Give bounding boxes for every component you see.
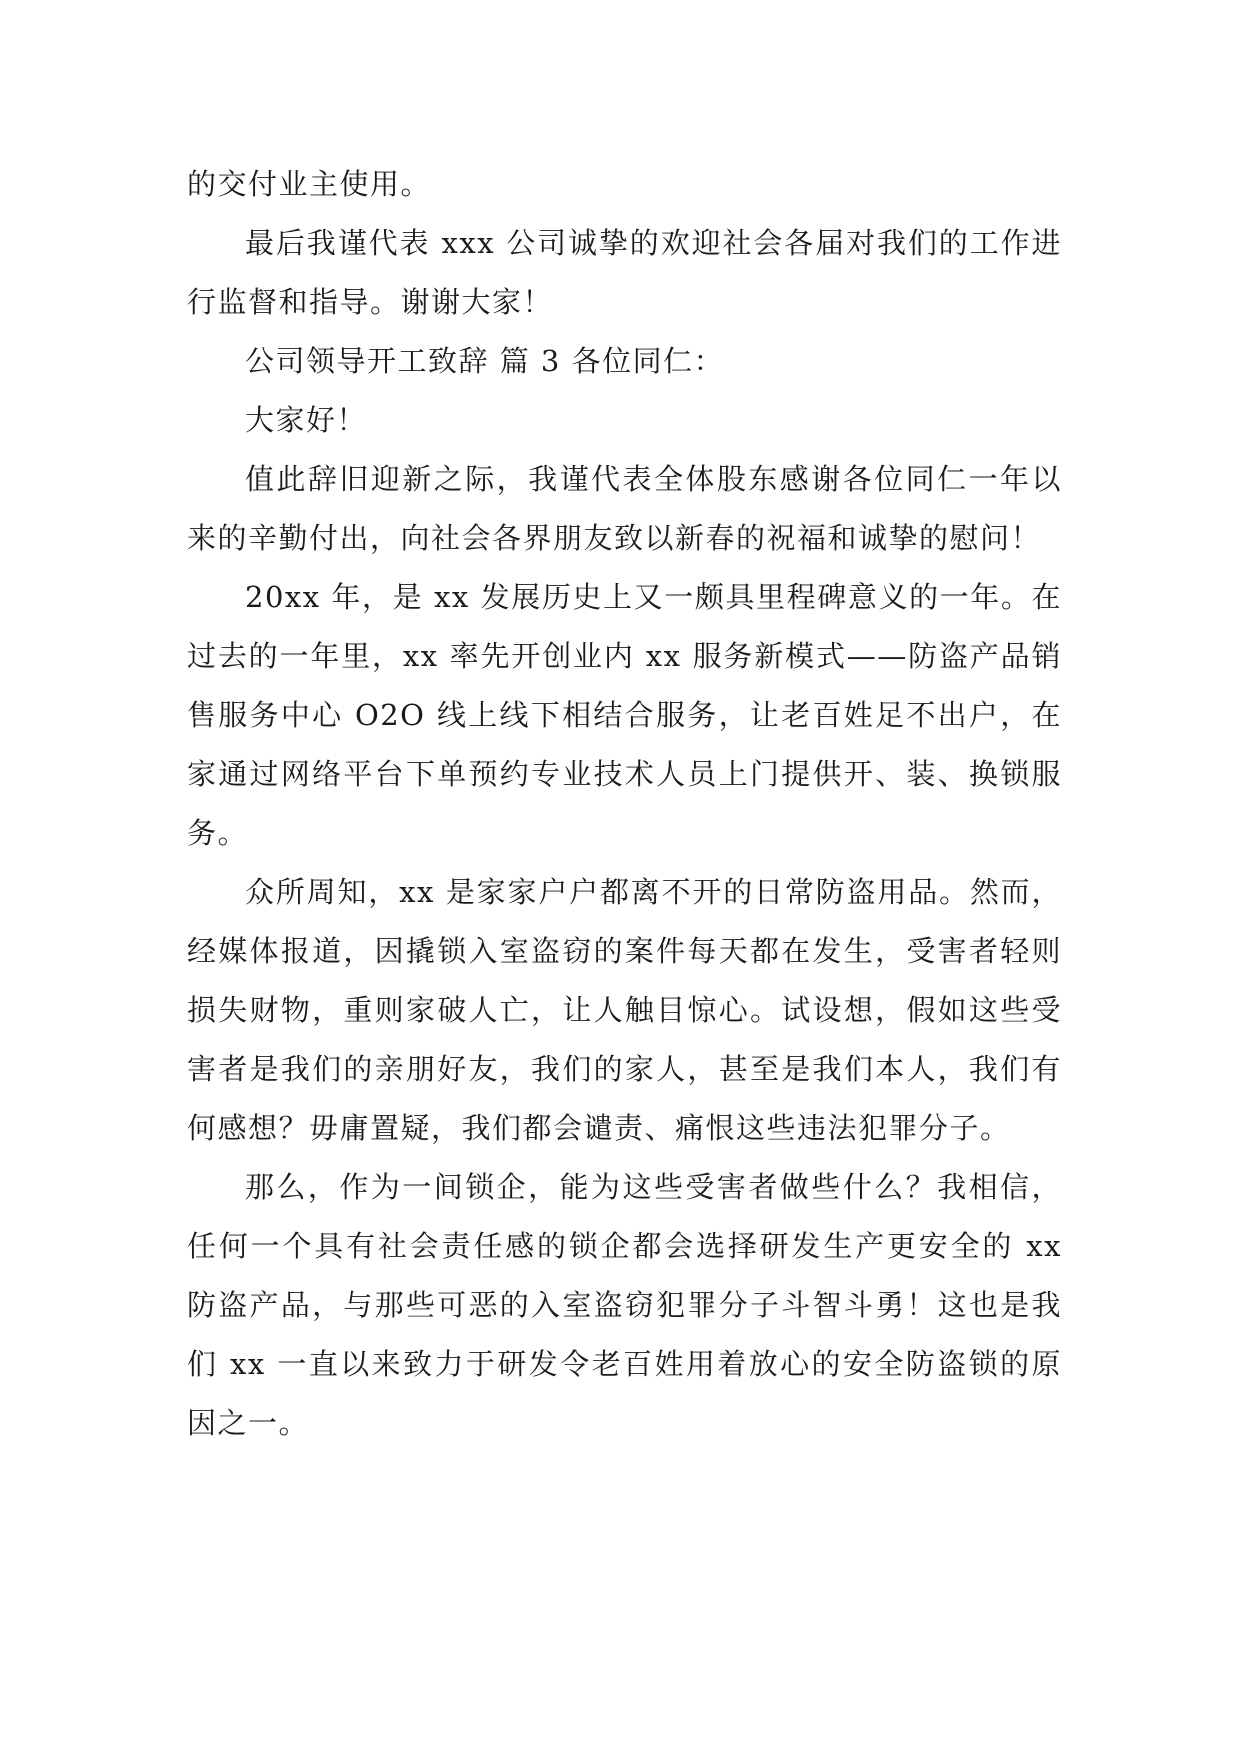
paragraph-greeting: 大家好！ [245, 403, 368, 437]
paragraph-burglary-concern: 众所周知，xx 是家家户户都离不开的日常防盗用品。然而，经媒体报道，因撬锁入室盗窃的案件每天都在发生，受害者轻则损失财物，重则家破人亡，让人触目惊心。试设想，假如这些受害者是我们的亲朋好友，我们的家人，甚至是我们本人，我们有何感想？毋庸置疑，我们都会谴责、痛恨这些违法犯罪分子。 [187, 875, 1062, 1145]
section-heading: 公司领导开工致辞 篇 3 各位同仁： [245, 344, 725, 378]
paragraph-milestone-year: 20xx 年，是 xx 发展历史上又一颇具里程碑意义的一年。在过去的一年里，xx 率先开创业内 xx 服务新模式——防盗产品销售服务中心 O2O 线上线下相结合服务，让老百姓足不出户，在家通过网络平台下单预约专业技术人员上门提供开、装、换锁服务。 [187, 580, 1062, 850]
paragraph-company-mission: 那么，作为一间锁企，能为这些受害者做些什么？我相信，任何一个具有社会责任感的锁企都会选择研发生产更安全的 xx 防盗产品，与那些可恶的入室盗窃犯罪分子斗智斗勇！这也是我们 xx 一直以来致力于研发令老百姓用着放心的安全防盗锁的原因之一。 [187, 1170, 1062, 1440]
paragraph-continuation: 的交付业主使用。 [187, 167, 432, 201]
document-body [187, 155, 1062, 1453]
paragraph-closing-remarks: 最后我谨代表 xxx 公司诚挚的欢迎社会各届对我们的工作进行监督和指导。谢谢大家！ [187, 226, 1062, 319]
paragraph-new-year-thanks: 值此辞旧迎新之际，我谨代表全体股东感谢各位同仁一年以来的辛勤付出，向社会各界朋友致以新春的祝福和诚挚的慰问！ [187, 462, 1062, 555]
